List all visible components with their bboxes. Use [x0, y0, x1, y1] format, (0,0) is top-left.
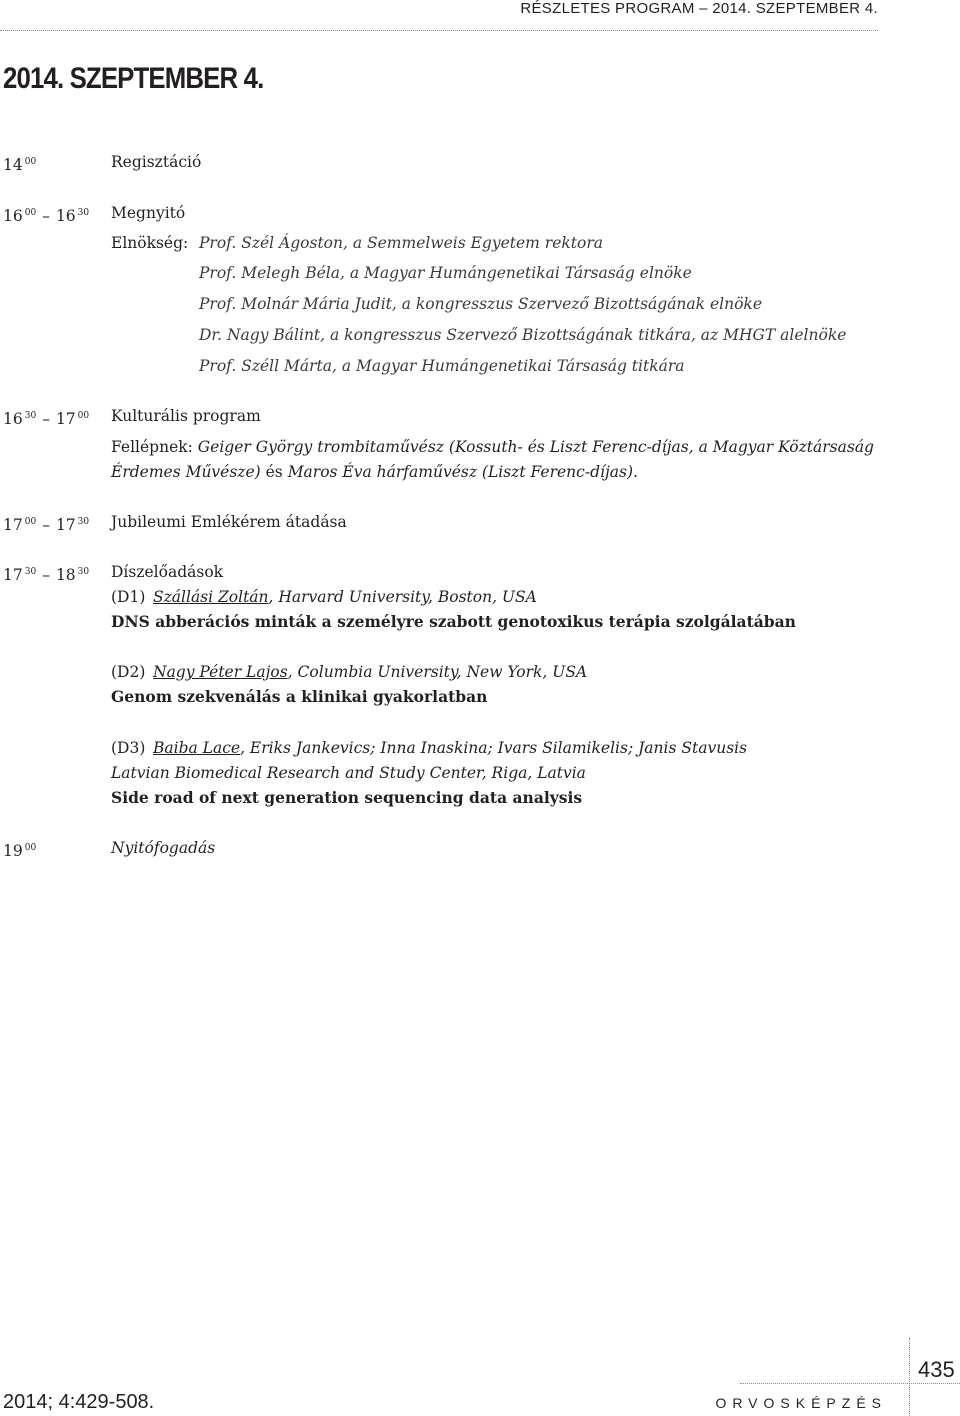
- performers-text: Maros Éva hárfaművész (Liszt Ferenc-díjas): [287, 463, 633, 481]
- lecture-d1-title: DNS abberációs minták a személyre szabott genotoxikus terápia szolgálatában: [111, 612, 796, 631]
- page-number: 435: [918, 1357, 955, 1382]
- day-title: 2014. SZEPTEMBER 4.: [3, 62, 264, 95]
- performers-line-1: [111, 437, 874, 457]
- session-medal-title: Jubileumi Emlékérem átadása: [111, 513, 347, 531]
- session-registration-title: Regisztáció: [111, 153, 202, 171]
- presidium-member: Prof. Széll Márta, a Magyar Humángenetikai Társaság titkára: [199, 357, 685, 375]
- performers-period: .: [633, 463, 638, 481]
- lecture-affiliation: , Columbia University, New York, USA: [287, 663, 588, 681]
- presidium-member: Prof. Molnár Mária Judit, a kongresszus Szervező Bizottságának elnöke: [199, 295, 762, 313]
- time-cultural: 16 $^{30}$ – 17 $^{00}$: [3, 410, 90, 428]
- lecture-code: (D1): [111, 588, 146, 606]
- session-reception-title: Nyitófogadás: [111, 839, 216, 857]
- session-opening-title: Megnyitó: [111, 204, 186, 222]
- footer-horizontal-rule: [740, 1383, 960, 1384]
- lecture-d3-affiliation: Latvian Biomedical Research and Study Center, Riga, Latvia: [111, 764, 586, 782]
- header-rule: [0, 30, 878, 31]
- time-reception: 19 $^{00}$: [3, 842, 37, 860]
- time-lectures: 17 $^{30}$ – 18 $^{30}$: [3, 566, 90, 584]
- issue-reference: 2014; 4:429-508.: [3, 1391, 155, 1413]
- performers-text: Érdemes Művésze): [111, 463, 261, 481]
- lecture-speaker: Baiba Lace: [153, 739, 241, 757]
- time-registration: 14 $^{00}$: [3, 156, 37, 174]
- presidium-member: Dr. Nagy Bálint, a kongresszus Szervező Bizottságának titkára, az MHGT alelnöke: [199, 326, 847, 344]
- lecture-code: (D3): [111, 739, 146, 757]
- running-header: RÉSZLETES PROGRAM – 2014. SZEPTEMBER 4.: [520, 0, 878, 17]
- performers-conjunction: és: [260, 463, 288, 481]
- lecture-d3-title: Side road of next generation sequencing data analysis: [111, 788, 583, 807]
- time-opening: 16 $^{00}$ – 16 $^{30}$: [3, 207, 90, 225]
- session-lectures-title: Díszelőadások: [111, 563, 224, 581]
- lecture-coauthors: , Eriks Jankevics; Inna Inaskina; Ivars Silamikelis; Janis Stavusis: [240, 739, 748, 757]
- lecture-d3-speaker-line: [111, 738, 747, 758]
- lecture-d2-speaker-line: [111, 662, 587, 682]
- lecture-affiliation: , Harvard University, Boston, USA: [268, 588, 537, 606]
- lecture-speaker: Nagy Péter Lajos: [153, 663, 288, 681]
- presidium-member: Prof. Melegh Béla, a Magyar Humángenetikai Társaság elnöke: [199, 264, 692, 282]
- performers-line-2: [111, 462, 638, 482]
- lecture-speaker: Szállási Zoltán: [153, 588, 269, 606]
- lecture-code: (D2): [111, 663, 146, 681]
- time-medal: 17 $^{00}$ – 17 $^{30}$: [3, 516, 90, 534]
- footer-vertical-rule: [909, 1338, 910, 1416]
- presidium-member: Prof. Szél Ágoston, a Semmelweis Egyetem rektora: [199, 234, 603, 252]
- session-cultural-title: Kulturális program: [111, 407, 261, 425]
- presidium-label: Elnökség:: [111, 234, 189, 252]
- lecture-d2-title: Genom szekvenálás a klinikai gyakorlatban: [111, 687, 488, 706]
- journal-name: ORVOSKÉPZÉS: [715, 1395, 887, 1411]
- performers-label: Fellépnek:: [111, 438, 198, 456]
- lecture-d1-speaker-line: [111, 587, 537, 607]
- performers-text: Geiger György trombitaművész (Kossuth- és Liszt Ferenc-díjas, a Magyar Köztársaság: [197, 438, 874, 456]
